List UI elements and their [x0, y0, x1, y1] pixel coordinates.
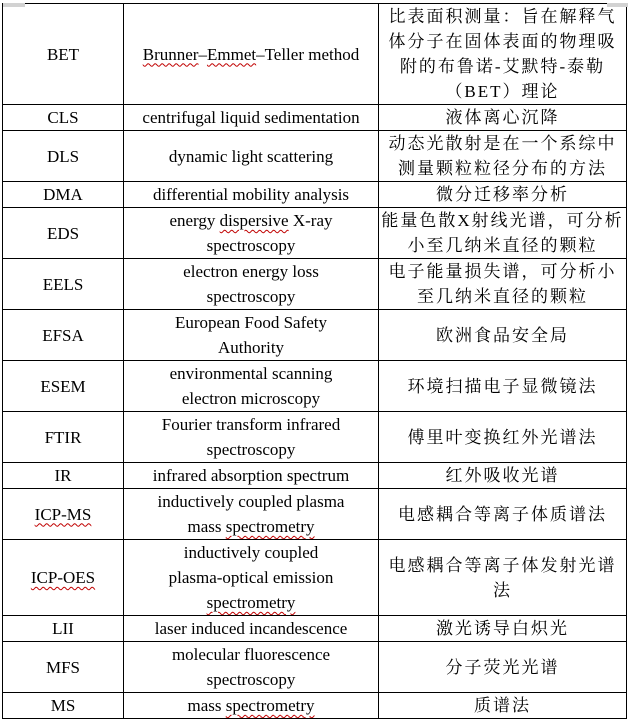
table-row [3, 616, 627, 642]
abbreviation-cell: BET [3, 4, 124, 105]
abbreviation-cell: CLS [3, 105, 124, 131]
abbreviation-cell: DMA [3, 182, 124, 208]
misspelled-word: Brunner [142, 44, 199, 64]
misspelled-word: ICP-OES [30, 568, 96, 587]
table-row [3, 4, 627, 105]
abbreviation-table [2, 3, 627, 719]
abbreviation-cell: IR [3, 463, 124, 489]
table-row [3, 642, 627, 693]
misspelled-word: spectrometry [225, 696, 315, 715]
table-row [3, 412, 627, 463]
chinese-translation-cell: 液体离心沉降 [379, 105, 627, 131]
abbreviation-cell: DLS [3, 131, 124, 182]
table-row [3, 693, 627, 719]
chinese-translation-cell: 傅里叶变换红外光谱法 [379, 412, 627, 463]
page-edge-artifact-left [3, 3, 25, 7]
table-row [3, 361, 627, 412]
chinese-translation-cell: 电子能量损失谱，可分析小 至几纳米直径的颗粒 [379, 259, 627, 310]
english-name-cell: mass spectrometry [124, 693, 379, 719]
english-name-cell: Brunner–Emmet–Teller method [124, 4, 379, 105]
chinese-translation-cell: 能量色散X射线光谱，可分析 小至几纳米直径的颗粒 [379, 208, 627, 259]
english-name-cell: dynamic light scattering [124, 131, 379, 182]
english-name-cell: laser induced incandescence [124, 616, 379, 642]
chinese-translation-cell: 激光诱导白炽光 [379, 616, 627, 642]
english-name-cell: molecular fluorescence spectroscopy [124, 642, 379, 693]
english-name-cell: energy dispersive X-ray spectroscopy [124, 208, 379, 259]
chinese-translation-cell: 比表面积测量：旨在解释气 体分子在固体表面的物理吸 附的布鲁诺-艾默特-泰勒 （BET）理论 [379, 4, 627, 105]
abbreviation-cell: LII [3, 616, 124, 642]
chinese-translation-cell: 欧洲食品安全局 [379, 310, 627, 361]
english-name-cell: European Food Safety Authority [124, 310, 379, 361]
chinese-translation-cell: 微分迁移率分析 [379, 182, 627, 208]
english-name-cell: centrifugal liquid sedimentation [124, 105, 379, 131]
english-name-cell: infrared absorption spectrum [124, 463, 379, 489]
chinese-translation-cell: 质谱法 [379, 693, 627, 719]
table-row [3, 463, 627, 489]
chinese-translation-cell: 电感耦合等离子体发射光谱 法 [379, 540, 627, 616]
chinese-translation-cell: 环境扫描电子显微镜法 [379, 361, 627, 412]
abbreviation-cell: MFS [3, 642, 124, 693]
page-edge-artifact-right [607, 3, 628, 7]
english-name-cell: differential mobility analysis [124, 182, 379, 208]
abbreviation-cell: EDS [3, 208, 124, 259]
english-name-cell: inductively coupled plasma mass spectrometry [124, 489, 379, 540]
chinese-translation-cell: 红外吸收光谱 [379, 463, 627, 489]
abbreviation-cell: ESEM [3, 361, 124, 412]
english-name-cell: inductively coupled plasma-optical emission spectrometry [124, 540, 379, 616]
table-row [3, 489, 627, 540]
misspelled-word: Emmet [206, 44, 257, 64]
table-row [3, 131, 627, 182]
misspelled-word: ICP-MS [34, 504, 92, 524]
table-row [3, 182, 627, 208]
table-row [3, 310, 627, 361]
abbreviation-cell [3, 540, 124, 616]
abbreviation-cell: FTIR [3, 412, 124, 463]
abbreviation-cell: MS [3, 693, 124, 719]
chinese-translation-cell: 动态光散射是在一个系综中 测量颗粒粒径分布的方法 [379, 131, 627, 182]
abbreviation-cell: EELS [3, 259, 124, 310]
english-name-cell: electron energy loss spectroscopy [124, 259, 379, 310]
misspelled-word: spectrometry [225, 517, 315, 536]
table-row [3, 259, 627, 310]
abbreviation-cell [3, 489, 124, 540]
misspelled-word: spectrometry [206, 593, 296, 612]
english-name-cell: Fourier transform infrared spectroscopy [124, 412, 379, 463]
english-name-cell: environmental scanning electron microscopy [124, 361, 379, 412]
table-row [3, 105, 627, 131]
misspelled-word: dispersive [219, 211, 289, 230]
chinese-translation-cell: 电感耦合等离子体质谱法 [379, 489, 627, 540]
table-row [3, 208, 627, 259]
abbreviation-cell: EFSA [3, 310, 124, 361]
chinese-translation-cell: 分子荧光光谱 [379, 642, 627, 693]
abbreviation-table-body [3, 4, 627, 719]
table-row [3, 540, 627, 616]
